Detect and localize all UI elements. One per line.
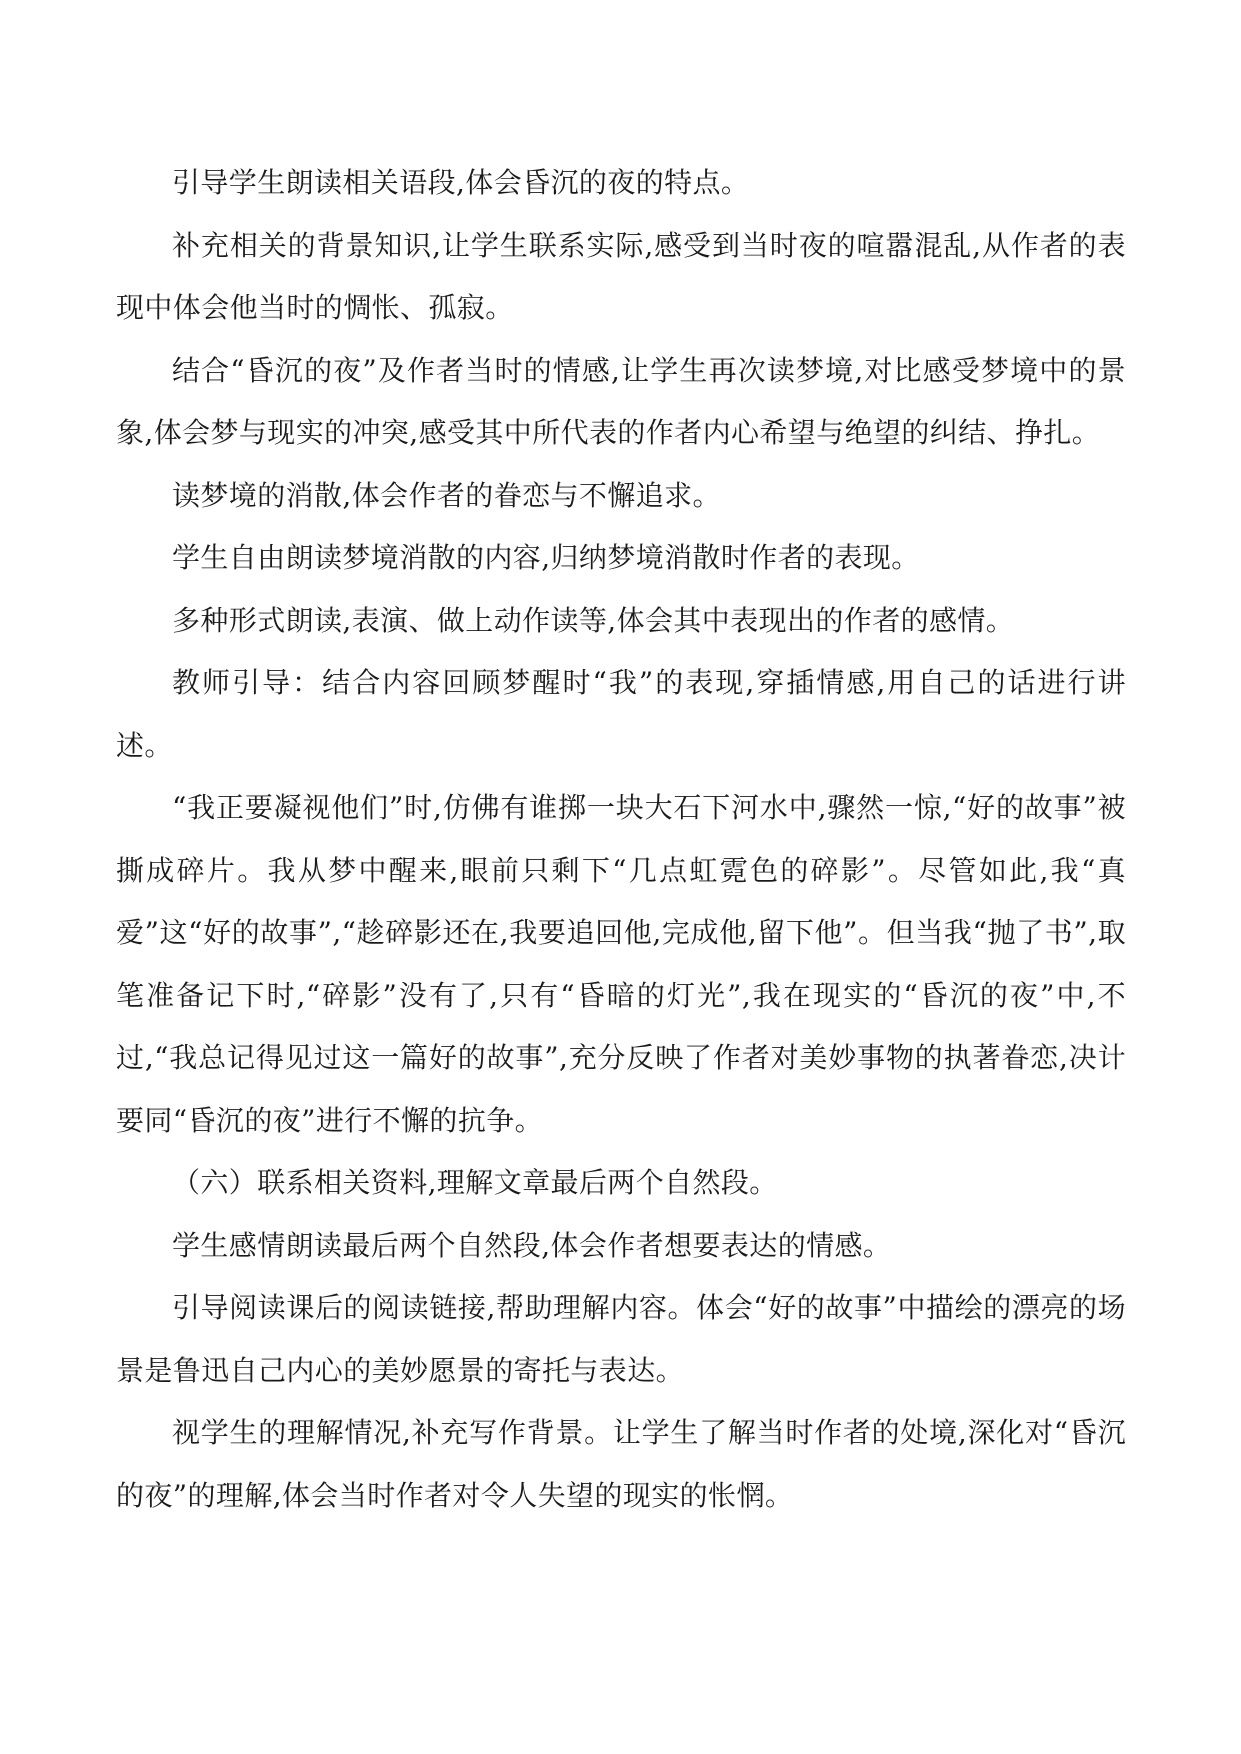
document-body	[116, 152, 1126, 1527]
paragraph-2: 补充相关的背景知识,让学生联系实际,感受到当时夜的喧嚣混乱,从作者的表现中体会他当时的惆怅、孤寂。	[116, 228, 1126, 324]
paragraph-10: 学生感情朗读最后两个自然段,体会作者想要表达的情感。	[172, 1228, 892, 1262]
paragraph-11: 引导阅读课后的阅读链接,帮助理解内容。体会“好的故事”中描绘的漂亮的场景是鲁迅自己内心的美妙愿景的寄托与表达。	[116, 1291, 1126, 1387]
paragraph-4: 读梦境的消散,体会作者的眷恋与不懈追求。	[172, 478, 721, 512]
paragraph-7: 教师引导：结合内容回顾梦醒时“我”的表现,穿插情感,用自己的话进行讲述。	[116, 666, 1126, 762]
paragraph-9-section-heading: （六）联系相关资料,理解文章最后两个自然段。	[172, 1166, 778, 1199]
paragraph-5: 学生自由朗读梦境消散的内容,归纳梦境消散时作者的表现。	[172, 541, 920, 574]
paragraph-3: 结合“昏沉的夜”及作者当时的情感,让学生再次读梦境,对比感受梦境中的景象,体会梦与现实的冲突,感受其中所代表的作者内心希望与绝望的纠结、挣扎。	[116, 353, 1126, 449]
paragraph-1: 引导学生朗读相关语段,体会昏沉的夜的特点。	[172, 166, 750, 199]
paragraph-6: 多种形式朗读,表演、做上动作读等,体会其中表现出的作者的感情。	[172, 603, 1015, 637]
paragraph-12: 视学生的理解情况,补充写作背景。让学生了解当时作者的处境,深化对“昏沉的夜”的理解,体会当时作者对令人失望的现实的怅惘。	[116, 1416, 1126, 1512]
paragraph-8: “我正要凝视他们”时,仿佛有谁掷一块大石下河水中,骤然一惊,“好的故事”被撕成碎片。我从梦中醒来,眼前只剩下“几点虹霓色的碎影”。尽管如此,我“真爱”这“好的故事”,“趁碎影还在,我要追回他,完成他,留下他”。但当我“抛了书”,取笔准备记下时,“碎影”没有了,只有“昏暗的灯光”,我在现实的“昏沉的夜”中,不过,“我总记得见过这一篇好的故事”,充分反映了作者对美妙事物的执著眷恋,决计要同“昏沉的夜”进行不懈的抗争。	[116, 791, 1126, 1137]
